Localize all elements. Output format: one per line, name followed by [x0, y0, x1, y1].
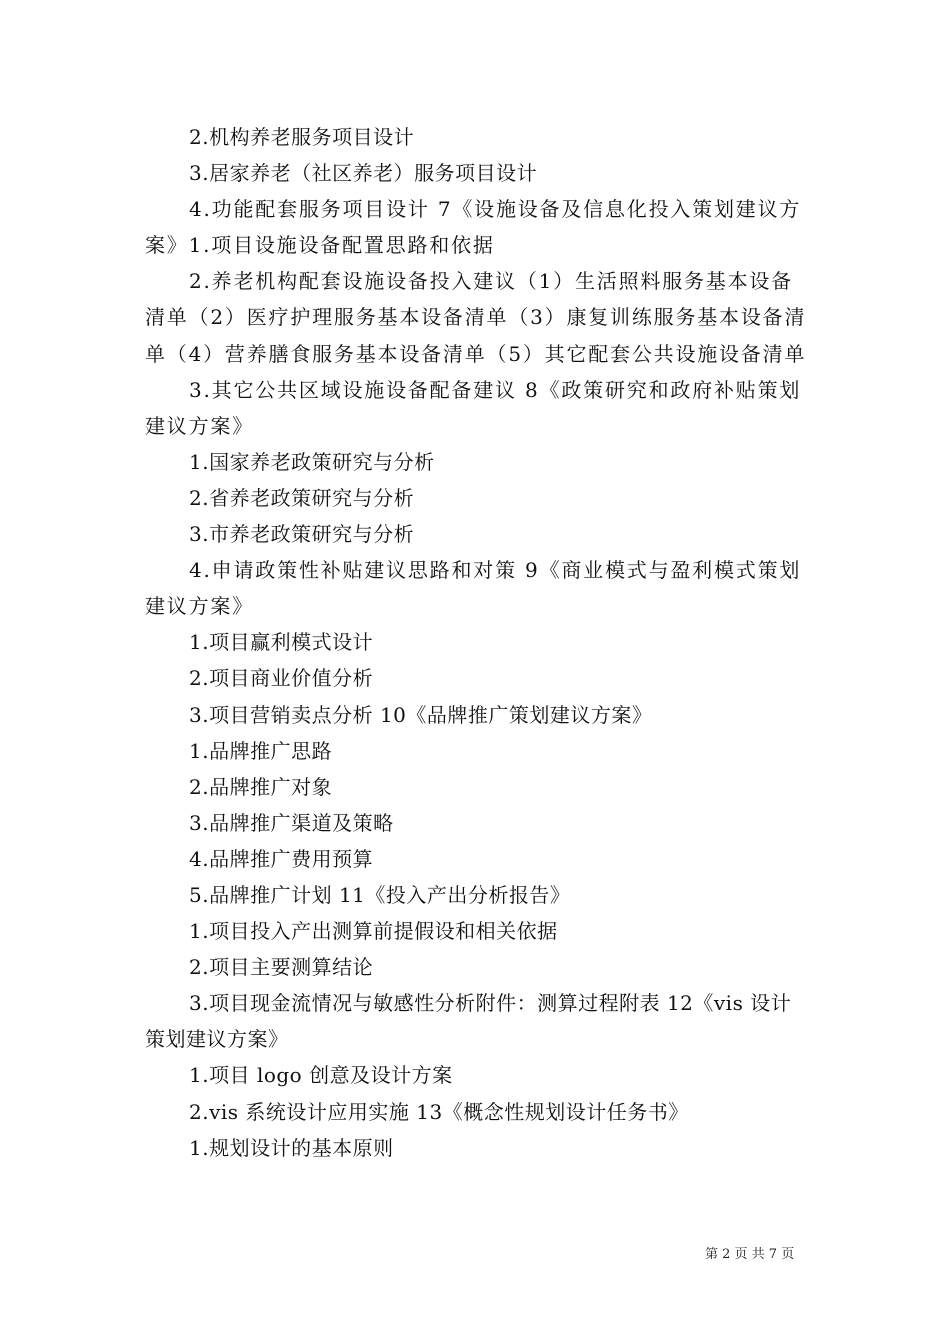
paragraph-15: 3.品牌推广渠道及策略 — [189, 810, 394, 835]
paragraph-18: 1.项目投入产出测算前提假设和相关依据 — [189, 919, 558, 944]
paragraph-7: 2.省养老政策研究与分析 — [189, 485, 415, 510]
paragraph-22: 2.vis 系统设计应用实施 13《概念性规划设计任务书》 — [189, 1099, 689, 1124]
paragraph-16: 4.品牌推广费用预算 — [189, 846, 374, 871]
paragraph-5: 3.其它公共区域设施设备配备建议 8《政策研究和政府补贴策划建议方案》 — [145, 377, 802, 438]
paragraph-2: 3.居家养老（社区养老）服务项目设计 — [189, 161, 538, 186]
paragraph-4: 2.养老机构配套设施设备投入建议（1）生活照料服务基本设备清单（2）医疗护理服务基本设备清单（3）康复训练服务基本设备清单（4）营养膳食服务基本设备清单（5）其它配套公共设施设备清单 — [145, 269, 807, 366]
paragraph-3: 4.功能配套服务项目设计 7《设施设备及信息化投入策划建议方案》1.项目设施设备配置思路和依据 — [145, 197, 802, 258]
paragraph-20: 3.项目现金流情况与敏感性分析附件：测算过程附表 12《vis 设计策划建议方案》 — [145, 991, 792, 1052]
paragraph-19: 2.项目主要测算结论 — [189, 955, 374, 980]
paragraph-17: 5.品牌推广计划 11《投入产出分析报告》 — [189, 882, 571, 907]
paragraph-8: 3.市养老政策研究与分析 — [189, 522, 415, 547]
paragraph-10: 1.项目赢利模式设计 — [189, 630, 374, 655]
paragraph-9: 4.申请政策性补贴建议思路和对策 9《商业模式与盈利模式策划建议方案》 — [145, 558, 802, 619]
paragraph-23: 1.规划设计的基本原则 — [189, 1135, 394, 1160]
paragraph-12: 3.项目营销卖点分析 10《品牌推广策划建议方案》 — [189, 702, 653, 727]
document-body — [145, 119, 810, 1166]
paragraph-14: 2.品牌推广对象 — [189, 774, 333, 799]
paragraph-11: 2.项目商业价值分析 — [189, 666, 374, 691]
paragraph-13: 1.品牌推广思路 — [189, 738, 333, 763]
paragraph-6: 1.国家养老政策研究与分析 — [189, 449, 435, 474]
paragraph-21: 1.项目 logo 创意及设计方案 — [189, 1063, 453, 1088]
paragraph-1: 2.机构养老服务项目设计 — [189, 125, 415, 149]
page-number-footer: 第 2 页 共 7 页 — [705, 1247, 795, 1262]
